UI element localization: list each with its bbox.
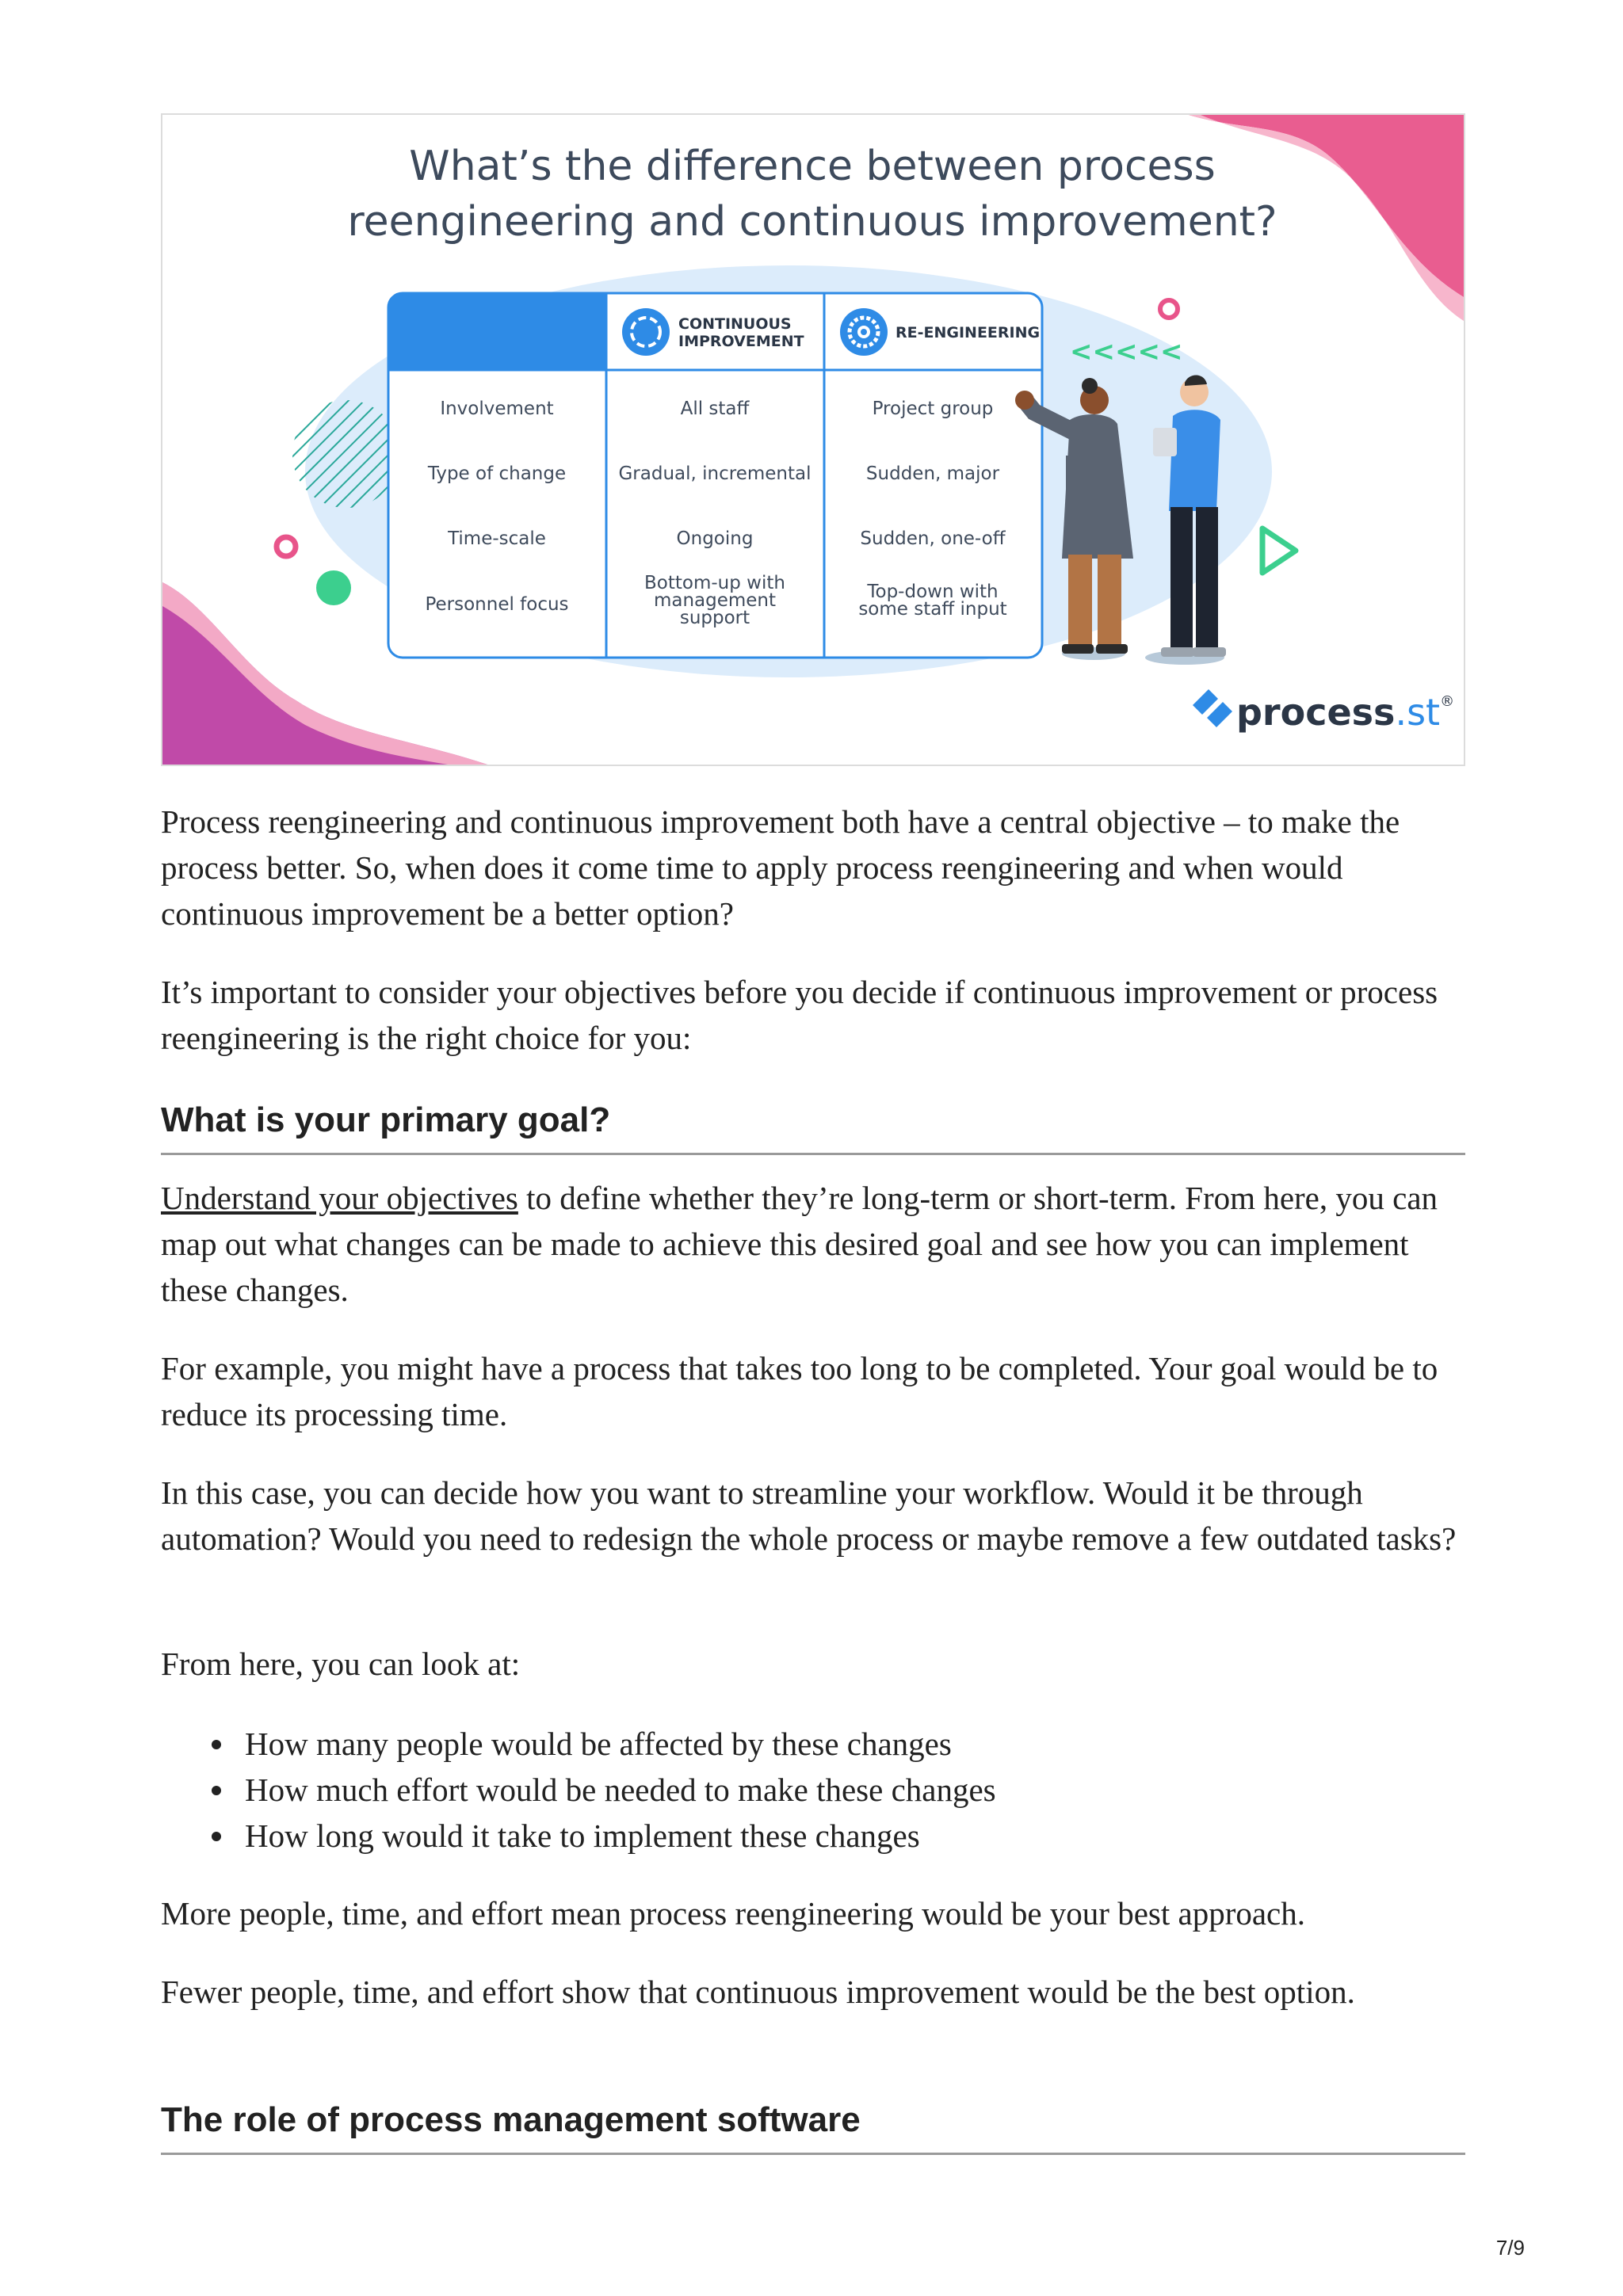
page-number: 7/9 [1495,2236,1525,2260]
list-item: How many people would be affected by these changes [245,1721,996,1767]
figure-title-line1: What’s the difference between process [409,143,1216,190]
chevrons-left-icon: <<<<< [1070,336,1183,368]
play-triangle-icon [1262,528,1296,573]
decor-pink-ring-left [277,537,296,556]
paragraph-from-here: From here, you can look at: [161,1646,521,1682]
re-cell-type-of-change: Sudden, major [865,463,1000,484]
ci-cell-involvement: All staff [680,399,750,419]
infographic-svg [162,115,1464,765]
logo-registered: ® [1440,693,1455,710]
logo-text [1236,691,1454,734]
paragraph-fewer-people: Fewer people, time, and effort show that continuous improvement would be the best option. [161,1974,1355,2010]
logo-main: process [1236,691,1396,734]
paragraph-more-people: More people, time, and effort mean process reengineering would be your best approach. [161,1895,1305,1932]
list-item: How much effort would be needed to make these changes [245,1767,996,1813]
understand-objectives-link[interactable]: Understand your objectives [161,1180,518,1216]
decor-hatched-circle [292,400,400,508]
heading-process-management-software: The role of process management software [161,2100,1465,2155]
paragraph-streamline: In this case, you can decide how you want to streamline your workflow. Would it be through automation? Would you need to redesign the whole process or maybe remove a few outdated tasks? [161,1474,1457,1557]
heading-primary-goal: What is your primary goal? [161,1100,1465,1155]
gear-icon [840,308,888,356]
logo-dot-st: .st [1395,691,1441,734]
header-continuous-line1: CONTINUOUS [678,315,792,333]
ci-cell-personnel-line2: management [653,590,777,611]
infographic-figure [161,113,1465,766]
decor-green-dot [316,570,351,605]
considerations-list [161,1721,996,1859]
paragraph-intro: Process reengineering and continuous improvement both have a central objective – to make the process better. So, when does it come time to apply process reengineering and when would continuous improvement be a better option? [161,803,1400,932]
circle-dashed-icon [622,308,670,356]
re-cell-involvement: Project group [872,399,994,419]
list-item: How long would it take to implement these changes [245,1813,996,1859]
paragraph-understand-objectives [161,1175,1468,1313]
figure-title-line2: reengineering and continuous improvement? [347,198,1277,246]
paragraph-understand-objectives-rest: to define whether they’re long-term or short-term. From here, you can map out what changes can be made to achieve this desired goal and see how you can implement these changes. [161,1180,1438,1308]
ci-cell-time-scale: Ongoing [676,528,754,549]
row-label-type-of-change: Type of change [427,463,567,484]
row-label-time-scale: Time-scale [448,528,546,549]
decor-pink-ring-right [1160,300,1178,318]
paragraph-consider-objectives: It’s important to consider your objectives before you decide if continuous improvement or process reengineering is the right choice for you: [161,974,1438,1056]
header-reengineering: RE-ENGINEERING [896,324,1041,341]
header-continuous-line2: IMPROVEMENT [678,333,804,350]
row-label-personnel-focus: Personnel focus [425,594,569,615]
row-label-involvement: Involvement [440,399,554,419]
paragraph-example: For example, you might have a process that takes too long to be completed. Your goal would be to reduce its processing time. [161,1350,1438,1432]
re-cell-personnel-line1: Top-down with [867,582,999,602]
ci-cell-type-of-change: Gradual, incremental [618,463,812,484]
ci-cell-personnel-line3: support [679,608,750,628]
ci-cell-personnel-line1: Bottom-up with [644,573,785,593]
re-cell-personnel-line2: some staff input [858,599,1007,620]
re-cell-time-scale: Sudden, one-off [860,528,1006,549]
process-st-logo [1193,689,1454,734]
table-header-blue-cell [388,293,606,370]
